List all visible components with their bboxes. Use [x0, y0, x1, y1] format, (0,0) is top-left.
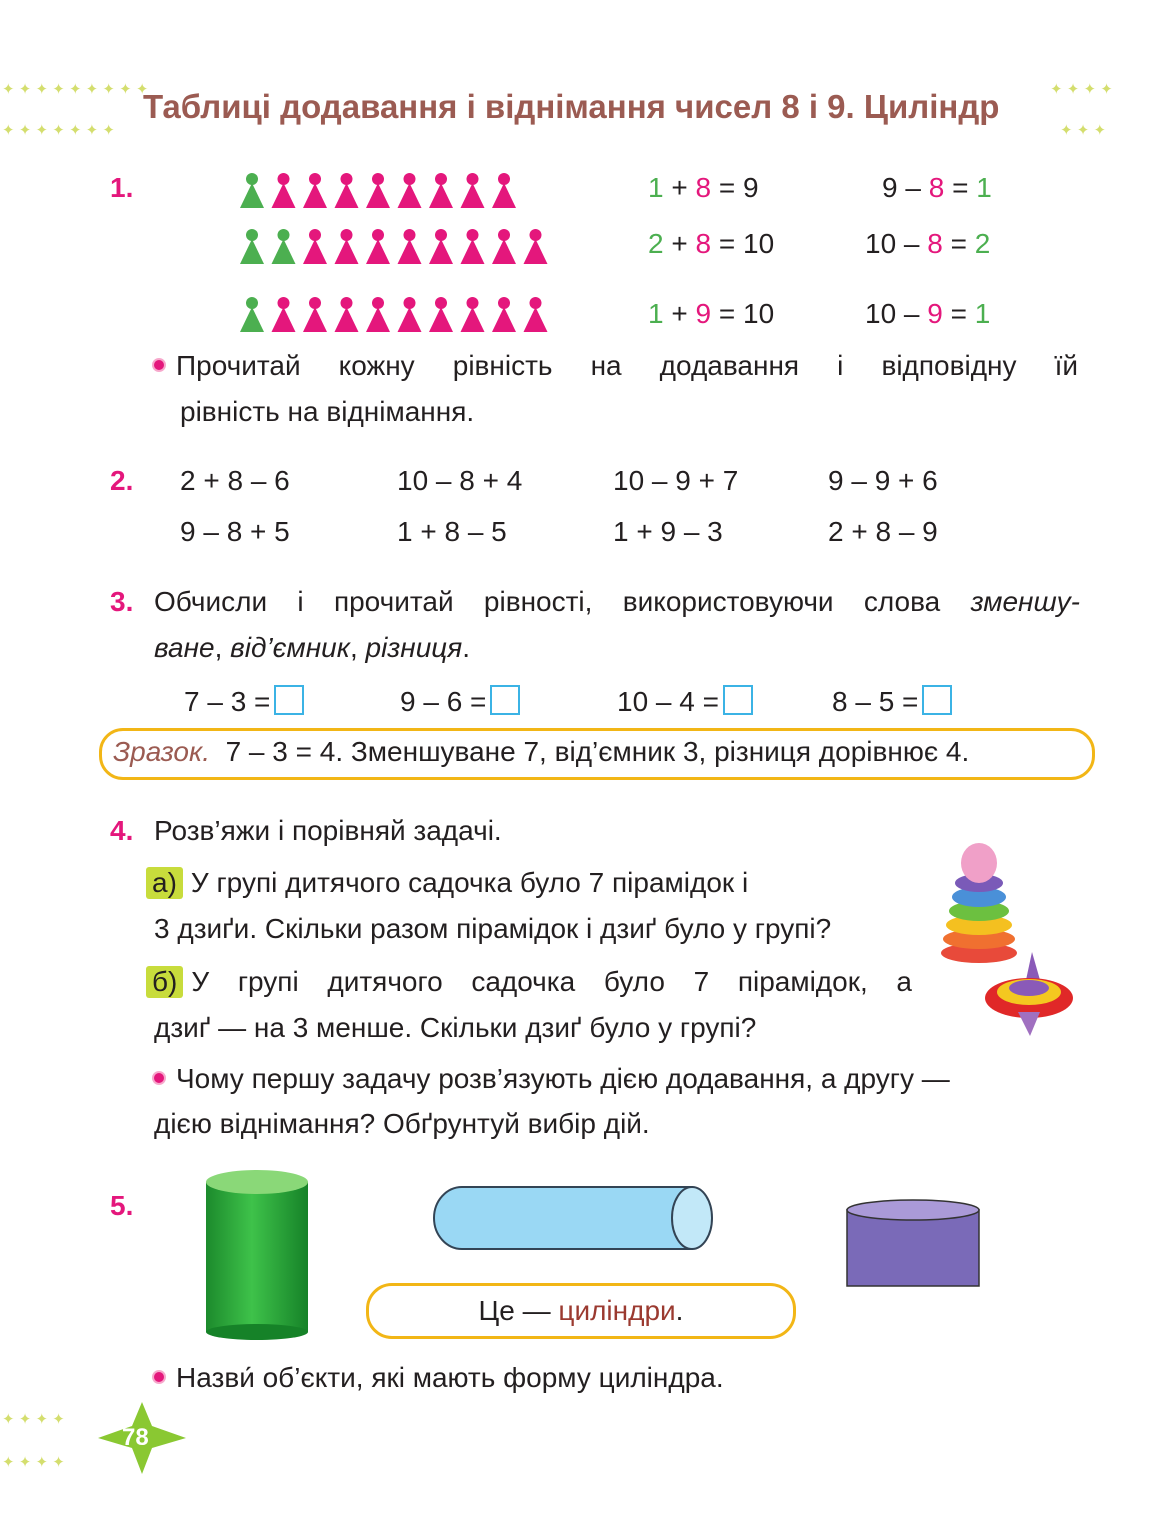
- expression-with-blank: 8 – 5 =: [832, 685, 952, 718]
- spinning-top-image: [982, 950, 1076, 1040]
- exercise-1-note: Прочитай кожну рівність на додавання і відповідну їй: [152, 350, 1078, 382]
- pink-counter: [303, 297, 327, 332]
- green-counter: [240, 297, 264, 332]
- problem-a: а) У групі дитячого садочка було 7 пірамідок і: [146, 867, 748, 899]
- pink-counter: [335, 173, 359, 208]
- exercise-5-note: Назви́ об’єкти, які мають форму циліндра.: [152, 1362, 724, 1394]
- pink-counter: [429, 229, 453, 264]
- exercise-3-instruction: Обчисли і прочитай рівності, використовуючи слова зменшу-: [154, 586, 1081, 617]
- expression: 2 + 8 – 6: [180, 465, 290, 496]
- exercise-3-number: 3.: [110, 586, 134, 617]
- pink-counter: [492, 229, 516, 264]
- answer-box[interactable]: [490, 685, 520, 715]
- pink-counter: [524, 297, 548, 332]
- pink-counter: [398, 297, 422, 332]
- pink-counter: [492, 173, 516, 208]
- exercise-2-number: 2.: [110, 465, 134, 496]
- exercise-1-number: 1.: [110, 172, 134, 203]
- exercise-4-intro: Розв’яжи і порівняй задачі.: [154, 815, 502, 846]
- decorative-stars-top-left: ✦ ✦ ✦ ✦ ✦ ✦ ✦: [2, 122, 115, 139]
- answer-box[interactable]: [922, 685, 952, 715]
- expression: 10 – 9 + 7: [613, 465, 739, 496]
- expression: 2 + 8 – 9: [828, 516, 938, 547]
- pink-counter: [335, 229, 359, 264]
- expression-with-blank: 9 – 6 =: [400, 685, 520, 718]
- expression: 1 + 9 – 3: [613, 516, 723, 547]
- page-title: Таблиці додавання і віднімання чисел 8 і 9. Циліндр: [143, 88, 1000, 125]
- exercise-5-number: 5.: [110, 1190, 134, 1221]
- pink-counter: [272, 297, 296, 332]
- decorative-stars-bottom-left: ✦ ✦ ✦ ✦: [2, 1411, 65, 1428]
- pink-counter: [461, 173, 485, 208]
- pink-counter: [492, 297, 516, 332]
- green-counter: [240, 173, 264, 208]
- pink-counter: [524, 229, 548, 264]
- answer-box[interactable]: [723, 685, 753, 715]
- expression: 9 – 9 + 6: [828, 465, 938, 496]
- pink-counter: [398, 173, 422, 208]
- sample-text: Зразок. 7 – 3 = 4. Зменшуване 7, від’ємник 3, різниця дорівнює 4.: [113, 736, 970, 767]
- pink-counter: [272, 173, 296, 208]
- equation-sub-3: 10 – 9 = 1: [865, 298, 991, 329]
- green-counter: [240, 229, 264, 264]
- answer-box[interactable]: [274, 685, 304, 715]
- exercise-4-question: Чому першу задачу розв’язують дією додавання, а другу —: [152, 1063, 950, 1095]
- expression-with-blank: 10 – 4 =: [617, 685, 753, 718]
- exercise-3-instruction-cont: ване, від’ємник, різниця.: [154, 632, 471, 663]
- problem-b: б) У групі дитячого садочка було 7 пірамідок, а: [146, 966, 912, 998]
- problem-a-cont: 3 дзиґи. Скільки разом пірамідок і дзиґ було у групі?: [154, 913, 832, 944]
- expression-with-blank: 7 – 3 =: [184, 685, 304, 718]
- purple-cylinder-image: [843, 1196, 983, 1294]
- exercise-1-note-cont: рівність на віднімання.: [180, 396, 475, 427]
- equation-add-1: 1 + 8 = 9: [648, 172, 759, 203]
- equation-add-2: 2 + 8 = 10: [648, 228, 775, 259]
- pink-counter: [461, 229, 485, 264]
- decorative-stars-bottom-left: ✦ ✦ ✦ ✦: [2, 1454, 65, 1471]
- counters-illustration: [230, 160, 560, 340]
- problem-b-cont: дзиґ — на 3 менше. Скільки дзиґ було у групі?: [154, 1012, 757, 1043]
- page-number: 78: [122, 1424, 149, 1451]
- pink-counter: [429, 173, 453, 208]
- cylinders-label: Це — циліндри.: [366, 1283, 796, 1339]
- equation-sub-2: 10 – 8 = 2: [865, 228, 991, 259]
- pink-counter: [303, 229, 327, 264]
- pink-counter: [366, 173, 390, 208]
- green-counter: [272, 229, 296, 264]
- pink-counter: [429, 297, 453, 332]
- pink-counter: [366, 229, 390, 264]
- equation-sub-1: 9 – 8 = 1: [882, 172, 992, 203]
- blue-cylinder-image: [430, 1184, 716, 1252]
- decorative-stars-top-right: ✦ ✦ ✦: [1060, 122, 1107, 139]
- bullet-icon: [152, 1071, 166, 1085]
- pink-counter: [461, 297, 485, 332]
- pyramid-toy-image: [938, 835, 1020, 965]
- pink-counter: [398, 229, 422, 264]
- equation-add-3: 1 + 9 = 10: [648, 298, 775, 329]
- decorative-stars-top-left: ✦ ✦ ✦ ✦ ✦ ✦ ✦ ✦ ✦: [2, 81, 149, 98]
- expression: 9 – 8 + 5: [180, 516, 290, 547]
- pink-counter: [335, 297, 359, 332]
- bullet-icon: [152, 1370, 166, 1384]
- exercise-4-number: 4.: [110, 815, 134, 846]
- pink-counter: [303, 173, 327, 208]
- pink-counter: [366, 297, 390, 332]
- green-cylinder-image: [202, 1168, 312, 1343]
- expression: 1 + 8 – 5: [397, 516, 507, 547]
- bullet-icon: [152, 358, 166, 372]
- exercise-4-question-cont: дією віднімання? Обґрунтуй вибір дій.: [154, 1108, 650, 1139]
- decorative-stars-top-right: ✦ ✦ ✦ ✦: [1050, 81, 1113, 98]
- expression: 10 – 8 + 4: [397, 465, 523, 496]
